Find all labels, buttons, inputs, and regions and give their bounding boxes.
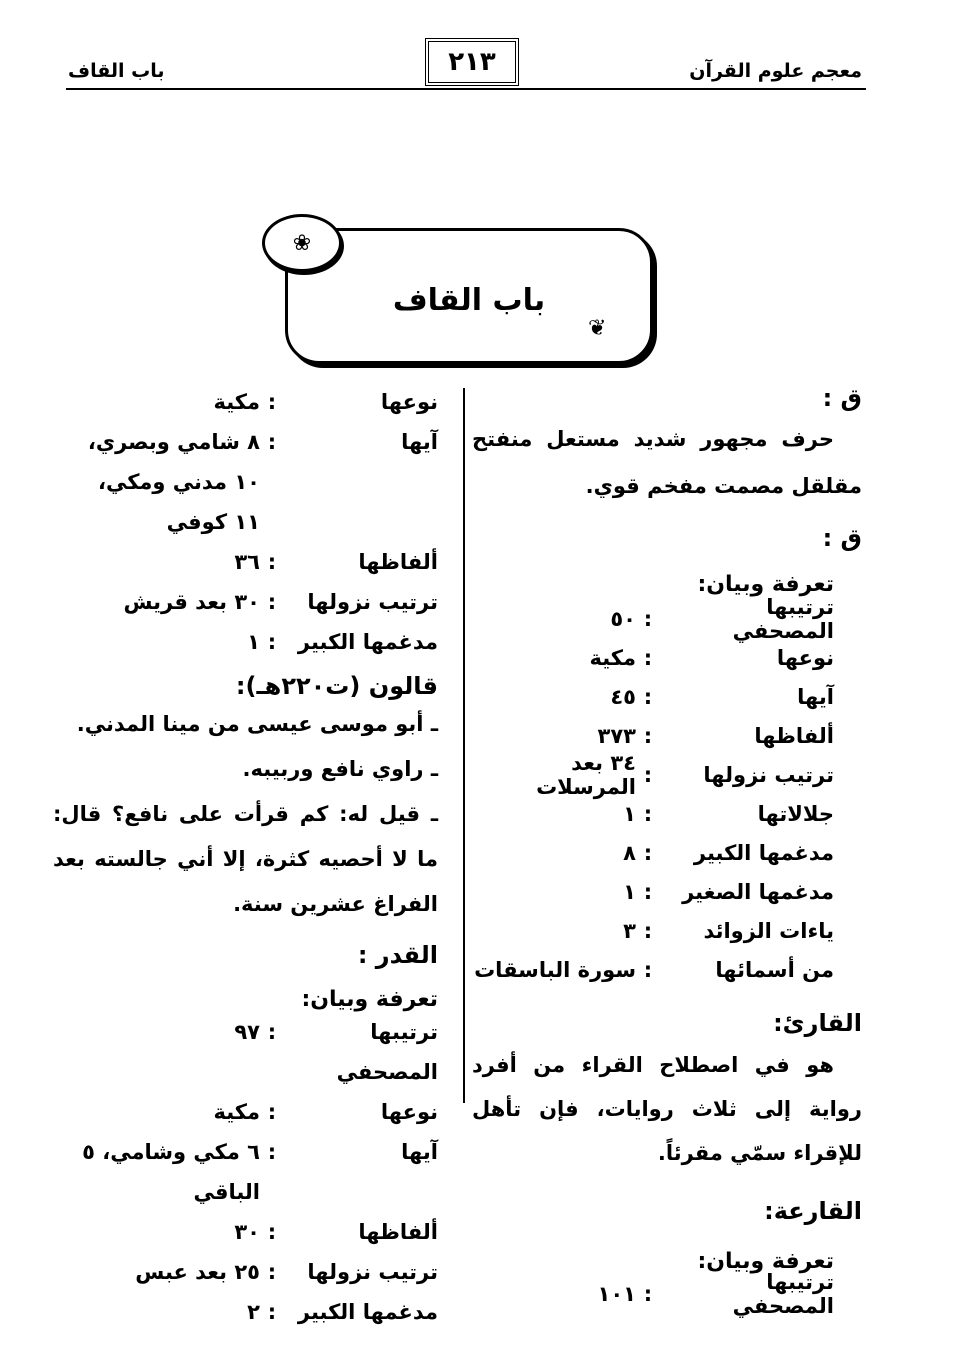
info-label: ترتيبها المصحفي [732, 1269, 834, 1318]
info-value: ٣ [623, 918, 636, 943]
qariah-subheading: تعرفة وبيان: [697, 1249, 834, 1274]
info-row: ترتيبها المصحفي : ٩٧ [53, 1012, 438, 1092]
qaf-letter-heading: ق : [822, 384, 862, 412]
info-value: ٩٧ [234, 1020, 260, 1044]
info-value: ٦ مكي وشامي، ٥ الباقي [82, 1140, 260, 1204]
info-label: نوعها [380, 390, 438, 414]
info-label: مدغمها الكبير [297, 1300, 438, 1324]
right-column [472, 380, 862, 1318]
info-value: ١٠١ [597, 1281, 636, 1306]
qaf-surah-heading: ق : [822, 524, 862, 552]
info-row: ألفاظها : ٣٦ [53, 542, 438, 582]
info-value: سورة الباسقات [474, 957, 636, 982]
info-value: ٢٥ بعد عبس [135, 1260, 260, 1284]
info-row: جلالاتها : ١ [472, 794, 834, 833]
floral-ornament-icon: ❀ [262, 214, 342, 272]
info-label: ألفاظها [358, 550, 438, 574]
qariah-heading: القارعة: [764, 1197, 862, 1225]
info-value: ٣٠ [234, 1220, 260, 1244]
info-value: ٢ [247, 1300, 260, 1324]
info-row: نوعها : مكية [472, 638, 834, 677]
qaf-letter-description: حرف مجهور شديد مستعل منفتح مقلقل مصمت مفخم قوي. [472, 427, 862, 498]
qadr-subheading: تعرفة وبيان: [301, 987, 438, 1012]
info-label: نوعها [380, 1100, 438, 1124]
qaf-surah-info-table [472, 594, 834, 989]
info-row: ألفاظها : ٣٠ [53, 1212, 438, 1252]
info-label: ياءات الزوائد [703, 918, 834, 943]
info-value: ٤٥ [610, 684, 636, 709]
info-value: مكية [589, 645, 636, 670]
info-label: مدغمها الكبير [297, 630, 438, 654]
qari-heading: القارئ: [773, 1009, 862, 1037]
qaf-surah-subheading: تعرفة وبيان: [697, 572, 834, 597]
info-row: ياءات الزوائد : ٣ [472, 911, 834, 950]
qariah-info-table [472, 1269, 834, 1318]
info-label: ألفاظها [358, 1220, 438, 1244]
column-divider [463, 388, 465, 1103]
flourish-ornament-icon: ❦ [588, 316, 607, 341]
info-label: آيها [401, 430, 438, 454]
info-value: ٨ [623, 840, 636, 865]
info-row: ألفاظها : ٣٧٣ [472, 716, 834, 755]
info-row: آيها : ٤٥ [472, 677, 834, 716]
info-row: نوعها : مكية [53, 1092, 438, 1132]
qalun-heading: قالون (ت٢٢٠هـ): [235, 672, 438, 700]
info-label: مدغمها الكبير [693, 840, 834, 865]
qalun-item: ـ راوي نافع وربيبه. [242, 757, 438, 781]
info-value: ٨ شامي وبصري، ١٠ مدني ومكي، ١١ كوفي [87, 430, 260, 534]
info-row: آيها : ٨ شامي وبصري، ١٠ مدني ومكي، ١١ كوفي [53, 422, 438, 542]
info-value: ٥٠ [610, 606, 636, 631]
info-row: نوعها : مكية [53, 382, 438, 422]
page-number: ٢١٣ [425, 38, 519, 86]
header-rule [66, 88, 866, 90]
info-value: ٣٠ بعد قريش [123, 590, 260, 614]
info-value: مكية [213, 390, 260, 414]
info-row: مدغمها الكبير : ١ [53, 622, 438, 662]
info-row: ترتيب نزولها : ٣٤ بعد المرسلات [472, 755, 834, 794]
running-header-book-title: معجم علوم القرآن [689, 60, 862, 82]
info-label: من أسمائها [715, 957, 834, 982]
info-label: آيها [797, 684, 834, 709]
left-column [53, 382, 438, 1332]
info-label: ترتيبها المصحفي [732, 594, 834, 643]
info-label: ترتيب نزولها [703, 762, 834, 787]
info-label: مدغمها الصغير [682, 879, 834, 904]
info-row: ترتيب نزولها : ٣٠ بعد قريش [53, 582, 438, 622]
info-label: ألفاظها [754, 723, 834, 748]
qadr-heading: القدر : [357, 941, 438, 969]
info-value: ١ [247, 630, 260, 654]
chapter-title: باب القاف [392, 283, 546, 318]
qalun-item: ـ قيل له: كم قرأت على نافع؟ قال: ما لا أحصيه كثرة، إلا أني جالسته بعد الفراغ عشرين سنة. [53, 802, 438, 916]
info-value: ٣٤ بعد المرسلات [536, 750, 636, 799]
running-header-chapter: باب القاف [68, 60, 165, 82]
info-row: مدغمها الكبير : ٢ [53, 1292, 438, 1332]
info-label: ترتيب نزولها [307, 1260, 438, 1284]
info-value: ٣٧٣ [597, 723, 636, 748]
info-label: نوعها [776, 645, 834, 670]
info-label: ترتيب نزولها [307, 590, 438, 614]
info-row: مدغمها الصغير : ١ [472, 872, 834, 911]
info-label: آيها [401, 1140, 438, 1164]
info-row: ترتيبها المصحفي : ١٠١ [472, 1274, 834, 1313]
qadr-info-table [53, 1012, 438, 1332]
info-row: ترتيب نزولها : ٢٥ بعد عبس [53, 1252, 438, 1292]
info-label: جلالاتها [757, 801, 834, 826]
info-row: من أسمائها : سورة الباسقات [472, 950, 834, 989]
info-value: ١ [623, 801, 636, 826]
info-row: آيها : ٦ مكي وشامي، ٥ الباقي [53, 1132, 438, 1212]
info-value: مكية [213, 1100, 260, 1124]
info-value: ٣٦ [234, 550, 260, 574]
qari-description: هو في اصطلاح القراء من أفرد رواية إلى ثلاث روايات، فإن تأهل للإقراء سمّي مقرئاً. [472, 1053, 862, 1165]
info-value: ١ [623, 879, 636, 904]
qalun-item: ـ أبو موسى عيسى من مينا المدني. [76, 712, 438, 736]
qaf-surah-continued-table [53, 382, 438, 662]
info-row: ترتيبها المصحفي : ٥٠ [472, 599, 834, 638]
info-row: مدغمها الكبير : ٨ [472, 833, 834, 872]
info-label: ترتيبها المصحفي [336, 1020, 438, 1084]
